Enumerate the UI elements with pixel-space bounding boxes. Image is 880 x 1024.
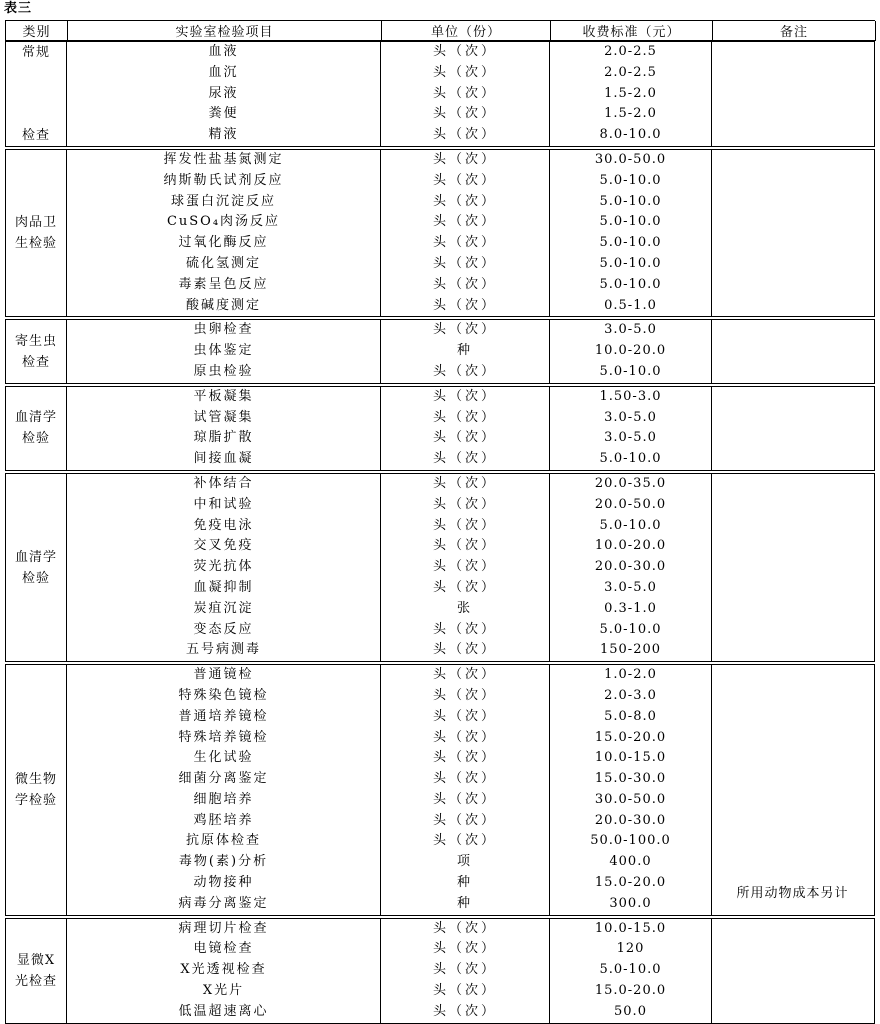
fee-cell: 0.5-1.0 (604, 297, 657, 313)
fee-cell: 15.0-20.0 (594, 983, 667, 999)
category-label-line: 常规 (21, 45, 50, 60)
remark-cell (712, 150, 873, 316)
item-column (67, 42, 381, 146)
item-cell: 琼脂扩散 (193, 430, 254, 446)
unit-column (381, 665, 550, 915)
fee-table (5, 20, 875, 1022)
unit-cell: 头（次） (432, 214, 497, 230)
unit-cell: 头（次） (432, 127, 497, 143)
unit-cell: 头（次） (432, 941, 497, 957)
category-group (5, 664, 875, 916)
unit-cell: 头（次） (432, 430, 497, 446)
unit-cell: 头（次） (432, 791, 497, 807)
unit-cell: 头（次） (432, 106, 497, 122)
category-label-line: 检查 (21, 354, 50, 370)
unit-cell: 头（次） (432, 538, 497, 554)
header-item: 实验室检验项目 (68, 21, 382, 41)
fee-cell: 300.0 (609, 895, 652, 911)
fee-cell: 5.0-10.0 (599, 276, 662, 292)
category-label-line: 光检查 (14, 973, 57, 989)
category-label-line: 显微X (16, 952, 56, 968)
item-cell: 原虫检验 (193, 363, 254, 379)
unit-cell: 头（次） (432, 496, 497, 512)
fee-cell: 5.0-10.0 (599, 621, 662, 637)
item-cell: 血凝抑制 (193, 579, 254, 595)
unit-cell: 头（次） (432, 517, 497, 533)
unit-column (381, 474, 550, 661)
fee-cell: 150-200 (599, 642, 662, 658)
fee-cell: 10.0-15.0 (594, 750, 667, 766)
category-group (5, 473, 875, 662)
item-column (67, 474, 381, 661)
remark-cell (712, 474, 873, 661)
item-cell: 平板凝集 (193, 388, 254, 404)
unit-cell: 头（次） (432, 687, 497, 703)
fee-cell: 3.0-5.0 (604, 409, 657, 425)
item-cell: 普通培养镜检 (178, 708, 269, 724)
fee-cell: 0.3-1.0 (604, 600, 657, 616)
unit-cell: 头（次） (432, 729, 497, 745)
fee-cell: 5.0-10.0 (599, 172, 662, 188)
fee-column (550, 150, 712, 316)
unit-cell: 头（次） (432, 750, 497, 766)
item-column (67, 387, 381, 470)
header-fee: 收费标准（元） (551, 21, 713, 41)
item-cell: 炭疽沉淀 (193, 600, 254, 616)
item-cell: 精液 (208, 127, 239, 143)
item-cell: 血沉 (208, 64, 239, 80)
item-cell: 中和试验 (193, 496, 254, 512)
fee-cell: 10.0-20.0 (594, 538, 667, 554)
unit-cell: 种 (456, 875, 473, 891)
unit-column (381, 150, 550, 316)
unit-column (381, 320, 550, 382)
fee-cell: 5.0-8.0 (604, 708, 657, 724)
remark-cell (712, 42, 873, 146)
unit-cell: 头（次） (432, 579, 497, 595)
item-cell: 五号病测毒 (185, 642, 261, 658)
item-cell: 虫体鉴定 (193, 343, 254, 359)
fee-cell: 10.0-15.0 (594, 920, 667, 936)
unit-cell: 种 (456, 895, 473, 911)
fee-cell: 1.5-2.0 (604, 85, 657, 101)
unit-cell: 头（次） (432, 708, 497, 724)
item-cell: 免疫电泳 (193, 517, 254, 533)
fee-cell: 2.0-2.5 (604, 44, 657, 59)
fee-cell: 30.0-50.0 (594, 791, 667, 807)
unit-column (381, 387, 550, 470)
unit-cell: 头（次） (432, 235, 497, 251)
item-cell: 酸碱度测定 (185, 297, 261, 313)
header-unit: 单位（份） (382, 21, 551, 41)
table-header-row (5, 20, 875, 41)
unit-cell: 头（次） (432, 297, 497, 313)
category-cell (6, 919, 67, 1023)
unit-cell: 头（次） (432, 833, 497, 849)
category-label-line: 血清学 (14, 410, 57, 426)
unit-cell: 头（次） (432, 920, 497, 936)
item-cell: 过氧化酶反应 (178, 235, 269, 251)
item-cell: 电镜检查 (193, 941, 254, 957)
category-label-line: 检验 (21, 431, 50, 447)
item-cell: 补体结合 (193, 475, 254, 491)
item-cell: 间接血凝 (193, 451, 254, 467)
unit-cell: 头（次） (432, 255, 497, 271)
item-cell: X光片 (202, 983, 245, 999)
fee-cell: 20.0-30.0 (594, 559, 667, 575)
unit-cell: 头（次） (432, 388, 497, 404)
fee-cell: 50.0-100.0 (590, 833, 671, 849)
unit-cell: 头（次） (432, 475, 497, 491)
item-cell: 尿液 (208, 85, 239, 101)
fee-cell: 2.0-2.5 (604, 64, 657, 80)
category-label-line: 血清学 (14, 549, 57, 565)
table-body (5, 41, 875, 1024)
unit-cell: 头（次） (432, 1003, 497, 1019)
remark-text: 所用动物成本另计 (736, 885, 849, 901)
item-cell: 抗原体检查 (185, 833, 261, 849)
unit-cell: 头（次） (432, 962, 497, 978)
item-cell: 变态反应 (193, 621, 254, 637)
fee-cell: 20.0-50.0 (594, 496, 667, 512)
category-label-line: 寄生虫 (14, 333, 57, 349)
fee-cell: 3.0-5.0 (604, 579, 657, 595)
item-column (67, 150, 381, 316)
unit-cell: 头（次） (432, 151, 497, 167)
item-cell: 荧光抗体 (193, 559, 254, 575)
unit-cell: 张 (456, 600, 473, 616)
category-group (5, 41, 875, 147)
item-cell: 鸡胚培养 (193, 812, 254, 828)
category-label-line: 微生物 (14, 771, 57, 787)
category-cell (6, 320, 67, 382)
unit-cell: 种 (456, 343, 473, 359)
fee-cell: 20.0-30.0 (594, 812, 667, 828)
fee-cell: 5.0-10.0 (599, 193, 662, 209)
fee-cell: 10.0-20.0 (594, 343, 667, 359)
unit-cell: 头（次） (432, 44, 497, 59)
item-cell: 生化试验 (193, 750, 254, 766)
fee-cell: 30.0-50.0 (594, 151, 667, 167)
unit-cell: 头（次） (432, 64, 497, 80)
item-cell: 虫卵检查 (193, 322, 254, 338)
fee-cell: 20.0-35.0 (594, 475, 667, 491)
fee-column (550, 665, 712, 915)
item-cell: 病理切片检查 (178, 920, 269, 936)
fee-cell: 8.0-10.0 (599, 127, 662, 143)
item-cell: 普通镜检 (193, 667, 254, 683)
remark-cell (712, 665, 873, 915)
item-column (67, 665, 381, 915)
category-cell (6, 387, 67, 470)
item-cell: 毒物(素)分析 (178, 854, 269, 870)
category-group (5, 386, 875, 471)
item-cell: 试管凝集 (193, 409, 254, 425)
fee-column (550, 919, 712, 1023)
fee-cell: 15.0-20.0 (594, 729, 667, 745)
item-column (67, 919, 381, 1023)
unit-cell: 头（次） (432, 276, 497, 292)
unit-cell: 头（次） (432, 983, 497, 999)
unit-cell: 头（次） (432, 85, 497, 101)
item-cell: 球蛋白沉淀反应 (170, 193, 276, 209)
category-cell (6, 665, 67, 915)
item-cell: X光透视检查 (180, 962, 267, 978)
fee-cell: 1.5-2.0 (604, 106, 657, 122)
unit-cell: 头（次） (432, 322, 497, 338)
unit-cell: 头（次） (432, 172, 497, 188)
fee-cell: 5.0-10.0 (599, 214, 662, 230)
category-cell (6, 474, 67, 661)
fee-cell: 2.0-3.0 (604, 687, 657, 703)
fee-cell: 5.0-10.0 (599, 517, 662, 533)
fee-column (550, 474, 712, 661)
fee-cell: 5.0-10.0 (599, 363, 662, 379)
item-cell: 挥发性盐基氮测定 (163, 151, 284, 167)
table-title: 表三 (4, 1, 33, 16)
item-cell: 交叉免疫 (193, 538, 254, 554)
fee-column (550, 387, 712, 470)
fee-cell: 5.0-10.0 (599, 255, 662, 271)
unit-column (381, 42, 550, 146)
item-cell: 血液 (208, 44, 239, 59)
fee-cell: 5.0-10.0 (599, 962, 662, 978)
category-label-line: 检验 (21, 570, 50, 586)
fee-cell: 5.0-10.0 (599, 235, 662, 251)
item-cell: 特殊培养镜检 (178, 729, 269, 745)
unit-cell: 头（次） (432, 621, 497, 637)
fee-cell: 400.0 (609, 854, 652, 870)
unit-cell: 头（次） (432, 559, 497, 575)
item-cell: 动物接种 (193, 875, 254, 891)
unit-cell: 头（次） (432, 771, 497, 787)
fee-cell: 3.0-5.0 (604, 322, 657, 338)
unit-cell: 头（次） (432, 667, 497, 683)
category-cell (6, 150, 67, 316)
category-label-line: 生检验 (14, 236, 57, 252)
unit-cell: 头（次） (432, 409, 497, 425)
remark-cell (712, 387, 873, 470)
unit-cell: 项 (456, 854, 473, 870)
unit-cell: 头（次） (432, 363, 497, 379)
category-label-line: 检查 (21, 127, 50, 143)
item-cell: 细胞培养 (193, 791, 254, 807)
item-cell: 低温超速离心 (178, 1003, 269, 1019)
fee-cell: 120 (616, 941, 645, 957)
item-cell: 粪便 (208, 106, 239, 122)
item-cell: CuSO₄肉汤反应 (166, 214, 281, 230)
category-group (5, 918, 875, 1024)
item-cell: 硫化氢测定 (185, 255, 261, 271)
category-cell (6, 42, 67, 146)
unit-cell: 头（次） (432, 451, 497, 467)
unit-cell: 头（次） (432, 642, 497, 658)
header-category: 类别 (6, 21, 68, 41)
unit-cell: 头（次） (432, 812, 497, 828)
fee-column (550, 320, 712, 382)
category-group (5, 319, 875, 383)
fee-cell: 15.0-30.0 (594, 771, 667, 787)
fee-cell: 15.0-20.0 (594, 875, 667, 891)
item-cell: 特殊染色镜检 (178, 687, 269, 703)
item-column (67, 320, 381, 382)
unit-cell: 头（次） (432, 193, 497, 209)
fee-cell: 3.0-5.0 (604, 430, 657, 446)
category-label-line: 学检验 (14, 792, 57, 808)
remark-cell (712, 919, 873, 1023)
item-cell: 细菌分离鉴定 (178, 771, 269, 787)
item-cell: 纳斯勒氏试剂反应 (163, 172, 284, 188)
item-cell: 病毒分离鉴定 (178, 895, 269, 911)
fee-cell: 1.0-2.0 (604, 667, 657, 683)
unit-column (381, 919, 550, 1023)
category-label-line: 肉品卫 (14, 215, 57, 231)
fee-cell: 5.0-10.0 (599, 451, 662, 467)
item-cell: 毒素呈色反应 (178, 276, 269, 292)
remark-cell (712, 320, 873, 382)
category-group (5, 149, 875, 317)
fee-cell: 1.50-3.0 (599, 388, 662, 404)
fee-column (550, 42, 712, 146)
fee-cell: 50.0 (614, 1003, 647, 1019)
header-remark: 备注 (713, 21, 876, 41)
